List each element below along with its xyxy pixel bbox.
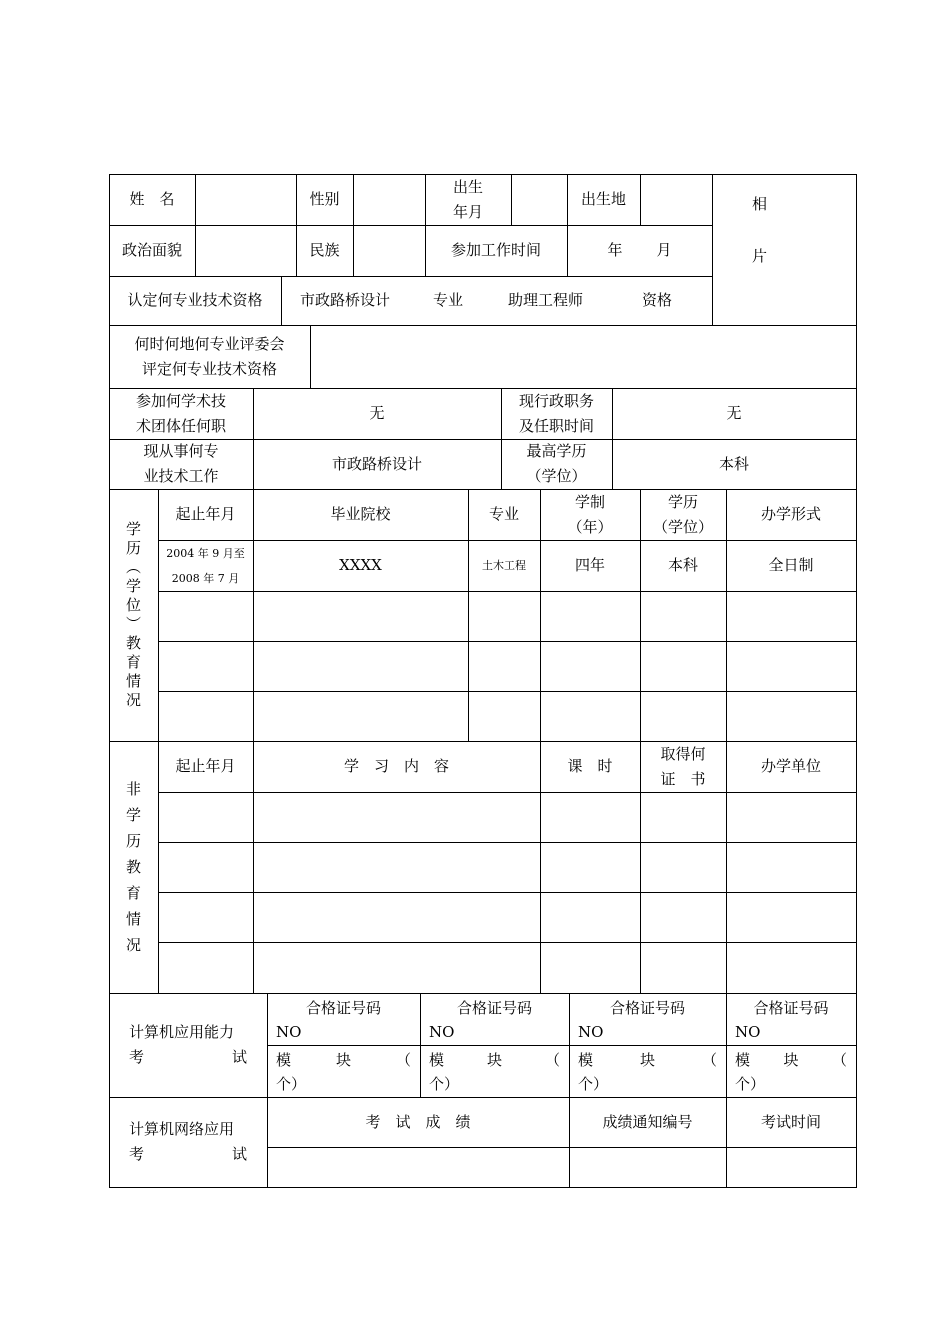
edu-header-degree-line2: （学位）: [652, 517, 713, 536]
non-degree-header-content: 学 习 内 容: [343, 757, 449, 775]
academic-value[interactable]: 无: [369, 404, 385, 422]
current-work-label-line1: 现从事何专: [143, 442, 219, 460]
review-label-line1: 何时何地何专业评委会: [134, 334, 285, 353]
non-degree-side-char: 情: [125, 910, 141, 928]
computer-label-line2a: 考: [129, 1048, 145, 1066]
non-degree-side-char: 历: [125, 832, 141, 850]
module-cell-3[interactable]: [569, 1048, 726, 1096]
module-word-d: 个）: [578, 1075, 609, 1093]
edu-header-period: 起止年月: [175, 505, 236, 523]
cert-title: 合格证号码: [753, 999, 829, 1017]
module-word-b: 块: [486, 1051, 502, 1069]
ethnic-field[interactable]: [353, 225, 425, 276]
birth-label-line2: 年月: [452, 202, 483, 221]
module-cell-2[interactable]: [420, 1048, 569, 1096]
birth-label-line1: 出生: [452, 177, 483, 196]
academic-label-line2: 术团体任何职: [135, 416, 226, 435]
academic-label: [109, 388, 253, 439]
qualification-field[interactable]: [281, 276, 712, 325]
non-degree-header-hours: 课 时: [567, 757, 613, 775]
admin-value[interactable]: 无: [726, 404, 742, 422]
network-notice-field[interactable]: [569, 1147, 726, 1187]
non-degree-header-cert-line2: 证 书: [660, 769, 706, 788]
computer-label-line2b: 试: [231, 1048, 247, 1066]
non-degree-side-label: [109, 741, 158, 993]
gender-label: 性别: [309, 190, 340, 208]
edu-header-duration: [540, 489, 640, 540]
cert-no: NO: [735, 1023, 761, 1041]
highest-edu-value[interactable]: 本科: [718, 454, 749, 473]
qualification-label: 认定何专业技术资格: [127, 291, 263, 309]
political-label: 政治面貌: [121, 241, 182, 259]
module-cell-4[interactable]: [726, 1048, 856, 1096]
birthplace-label: 出生地: [580, 190, 626, 208]
admin-label-line1: 现行政职务: [518, 391, 594, 410]
qualification-value: 市政路桥设计: [300, 291, 391, 309]
non-degree-side-char: 况: [125, 936, 141, 954]
admin-label-line2: 及任职时间: [518, 416, 594, 435]
current-work-label-line2: 业技术工作: [143, 467, 219, 485]
non-degree-header-cert: [640, 741, 726, 792]
cert-cell-4[interactable]: [726, 996, 856, 1044]
edu-header-degree-line1: 学历: [667, 492, 698, 511]
year-label: 年: [607, 241, 623, 259]
non-degree-side-char: 学: [125, 806, 141, 824]
cert-title: 合格证号码: [456, 999, 532, 1017]
current-work-label: [109, 439, 253, 489]
module-word-a: 模: [735, 1051, 751, 1069]
edu-row1-period[interactable]: [158, 540, 253, 591]
work-start-label: 参加工作时间: [450, 241, 541, 259]
network-label-line1: 计算机网络应用: [129, 1120, 235, 1138]
photo-box[interactable]: [712, 174, 856, 325]
module-word-c: （: [831, 1051, 847, 1069]
highest-edu-label-line2: （学位）: [526, 467, 587, 485]
edu-row1-school[interactable]: XXXX: [339, 556, 382, 574]
module-word-c: （: [395, 1051, 411, 1069]
edu-side-char: ︶: [125, 615, 141, 633]
module-word-c: （: [544, 1051, 560, 1069]
edu-side-char: 教: [125, 634, 141, 652]
network-time-label: 考试时间: [760, 1112, 821, 1131]
academic-label-line1: 参加何学术技: [135, 391, 226, 410]
module-word-b: 块: [639, 1051, 655, 1069]
birth-label: [425, 174, 511, 225]
computer-label: [109, 993, 267, 1097]
cert-no: NO: [578, 1023, 604, 1041]
network-label-line2b: 试: [231, 1145, 247, 1163]
module-word-b: 块: [335, 1051, 351, 1069]
edu-row1-period-line1: 2004 年 9 月至: [166, 546, 245, 560]
highest-edu-label: [501, 439, 612, 489]
module-word-a: 模: [429, 1051, 445, 1069]
cert-cell-3[interactable]: [569, 996, 726, 1044]
current-work-value[interactable]: 市政路桥设计: [331, 454, 422, 473]
cert-title: 合格证号码: [609, 999, 685, 1017]
edu-header-major: 专业: [488, 505, 519, 523]
module-word-a: 模: [276, 1051, 292, 1069]
edu-side-char: 历: [125, 539, 141, 557]
ethnic-label: 民族: [309, 241, 340, 259]
module-cell-1[interactable]: [267, 1048, 420, 1096]
edu-header-duration-line2: （年）: [567, 517, 613, 536]
month-label: 月: [656, 241, 672, 259]
cert-cell-1[interactable]: [267, 996, 420, 1044]
edu-row1-major[interactable]: 土木工程: [482, 559, 526, 572]
cert-cell-2[interactable]: [420, 996, 569, 1044]
edu-side-char: 情: [125, 672, 141, 690]
non-degree-side-char: 教: [125, 858, 141, 876]
non-degree-header-period: 起止年月: [175, 757, 236, 775]
review-label-line2: 评定何专业技术资格: [141, 359, 277, 378]
edu-side-char: 学: [125, 577, 141, 595]
cert-title: 合格证号码: [305, 999, 381, 1017]
edu-side-char: 况: [125, 691, 141, 709]
birth-field[interactable]: [511, 174, 567, 225]
network-label: [109, 1097, 267, 1187]
edu-row1-degree[interactable]: 本科: [667, 556, 698, 574]
module-word-d: 个）: [276, 1075, 307, 1093]
non-degree-side-char: 非: [125, 780, 141, 798]
edu-row1-mode[interactable]: 全日制: [768, 556, 814, 574]
edu-side-char: 学: [125, 520, 141, 538]
gender-field[interactable]: [353, 174, 425, 225]
network-notice-label: 成绩通知编号: [602, 1112, 693, 1131]
name-label: 姓 名: [129, 190, 175, 208]
network-time-field[interactable]: [726, 1147, 856, 1187]
edu-row1-duration[interactable]: 四年: [574, 556, 605, 574]
module-word-a: 模: [578, 1051, 594, 1069]
edu-side-char: ︵: [125, 558, 141, 576]
photo-label-line1: 相: [752, 195, 768, 213]
name-field[interactable]: [195, 174, 296, 225]
edu-side-char: 位: [125, 596, 141, 614]
review-label: [109, 325, 310, 388]
network-score-label: 考 试 成 绩: [365, 1112, 471, 1131]
edu-header-duration-line1: 学制: [574, 492, 605, 511]
political-field[interactable]: [195, 225, 296, 276]
major-word: 专业: [433, 291, 464, 309]
module-word-c: （: [701, 1051, 717, 1069]
title-value: 助理工程师: [508, 291, 584, 309]
edu-row1-period-line2: 2008 年 7 月: [171, 571, 240, 585]
edu-side-char: 育: [125, 653, 141, 671]
admin-label: [501, 388, 612, 439]
module-word-d: 个）: [735, 1075, 766, 1093]
non-degree-header-org: 办学单位: [760, 757, 821, 775]
qualification-word: 资格: [642, 291, 673, 309]
cert-no: NO: [276, 1023, 302, 1041]
education-side-label: [109, 489, 158, 741]
cert-no: NO: [429, 1023, 455, 1041]
highest-edu-label-line1: 最高学历: [526, 442, 587, 460]
module-word-b: 块: [783, 1051, 799, 1069]
non-degree-side-char: 育: [125, 884, 141, 902]
work-start-field[interactable]: [567, 225, 712, 276]
edu-header-degree: [640, 489, 726, 540]
review-field[interactable]: [310, 325, 856, 388]
network-label-line2a: 考: [129, 1145, 145, 1163]
edu-header-mode: 办学形式: [760, 505, 821, 523]
network-score-field[interactable]: [267, 1147, 569, 1187]
non-degree-header-cert-line1: 取得何: [660, 744, 706, 763]
birthplace-field[interactable]: [640, 174, 712, 225]
module-word-d: 个）: [429, 1075, 460, 1093]
photo-label-line2: 片: [752, 247, 768, 265]
computer-label-line1: 计算机应用能力: [129, 1023, 235, 1041]
edu-header-school: 毕业院校: [330, 505, 391, 523]
